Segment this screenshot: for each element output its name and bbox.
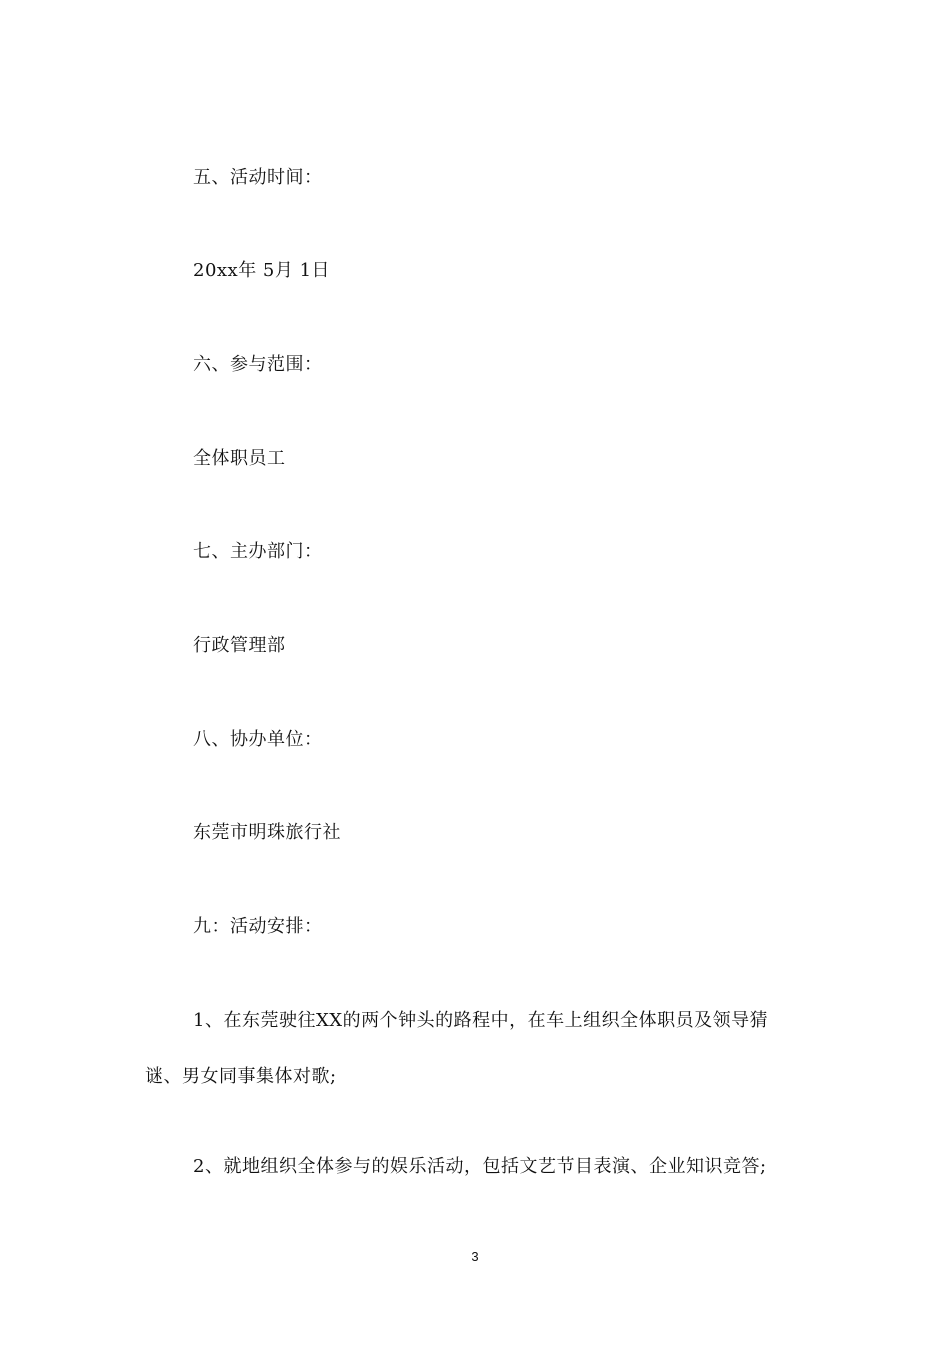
section-heading-scope: 六、参与范围： — [193, 354, 323, 375]
section-heading-time: 五、活动时间： — [193, 167, 323, 188]
section-body-organizer: 行政管理部 — [193, 635, 286, 656]
section-heading-organizer: 七、主办部门： — [193, 541, 323, 562]
section-body-co-organizer: 东莞市明珠旅行社 — [193, 822, 341, 843]
section-body-scope: 全体职员工 — [193, 448, 286, 469]
section-body-time: 20xx年 5月 1日 — [193, 260, 331, 281]
arrangement-item-1-line-1: 1、在东莞驶往XX的两个钟头的路程中，在车上组织全体职员及领导猜 — [193, 1010, 769, 1031]
section-heading-arrangement: 九：活动安排： — [193, 916, 323, 937]
arrangement-item-2-line-1: 2、就地组织全体参与的娱乐活动，包括文艺节目表演、企业知识竞答; — [193, 1156, 767, 1177]
page-number: 3 — [471, 1249, 479, 1264]
arrangement-item-1-line-2: 谜、男女同事集体对歌; — [145, 1066, 337, 1087]
section-heading-co-organizer: 八、协办单位： — [193, 729, 323, 750]
